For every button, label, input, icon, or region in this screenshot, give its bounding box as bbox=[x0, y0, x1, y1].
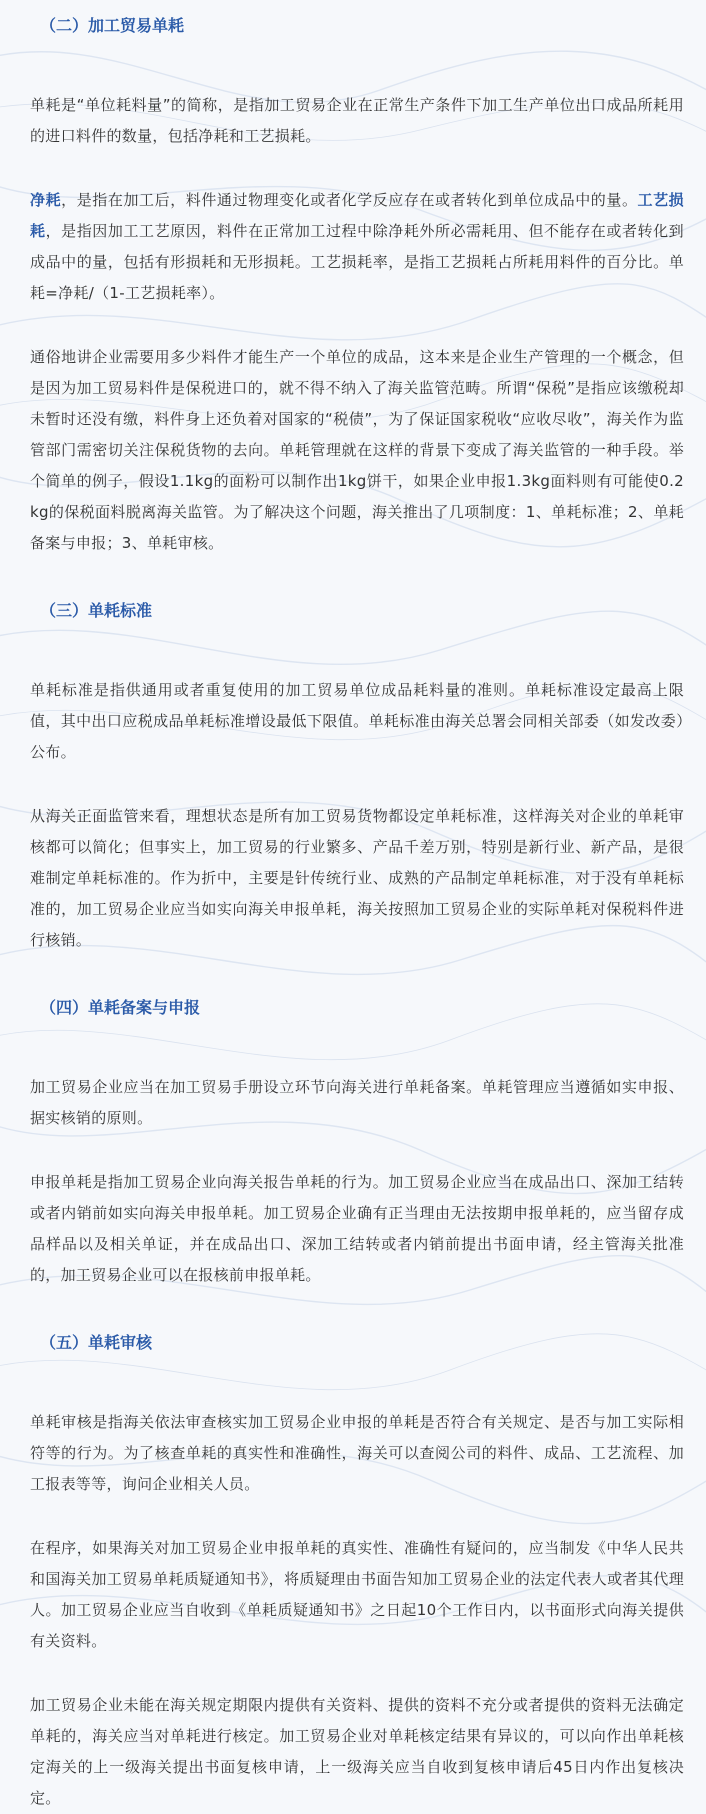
paragraph: 单耗标准是指供通用或者重复使用的加工贸易单位成品耗料量的准则。单耗标准设定最高上限值，其中出口应税成品单耗标准增设最低下限值。单耗标准由海关总署会同相关部委（如发改委）公布。 bbox=[30, 681, 684, 761]
paragraph: 从海关正面监管来看，理想状态是所有加工贸易货物都设定单耗标准，这样海关对企业的单耗审核都可以简化；但事实上，加工贸易的行业繁多、产品千差万别，特别是新行业、新产品，是很难制定单耗标准的。作为折中，主要是针传统行业、成熟的产品制定单耗标准，对于没有单耗标准的，加工贸易企业应当如实向海关申报单耗，海关按照加工贸易企业的实际单耗对保税料件进行核销。 bbox=[30, 807, 684, 949]
section-heading: （三）单耗标准 bbox=[40, 601, 153, 620]
paragraph-with-terms bbox=[30, 185, 684, 309]
paragraph: 在程序，如果海关对加工贸易企业申报单耗的真实性、准确性有疑问的，应当制发《中华人民共和国海关加工贸易单耗质疑通知书》，将质疑理由书面告知加工贸易企业的法定代表人或者其代理人。加工贸易企业应当自收到《单耗质疑通知书》之日起10个工作日内，以书面形式向海关提供有关资料。 bbox=[30, 1539, 684, 1650]
term-definition: ，是指因加工工艺原因，料件在正常加工过程中除净耗外所必需耗用、但不能存在或者转化到成品中的量，包括有形损耗和无形损耗。工艺损耗率，是指工艺损耗占所耗用料件的百分比。单耗=净耗/（1-工艺损耗率）。 bbox=[30, 222, 684, 302]
section-heading: （二）加工贸易单耗 bbox=[40, 16, 185, 35]
highlight-term: 净耗 bbox=[30, 191, 62, 209]
paragraph: 通俗地讲企业需要用多少料件才能生产一个单位的成品，这本来是企业生产管理的一个概念，但是因为加工贸易料件是保税进口的，就不得不纳入了海关监管范畴。所谓“保税”是指应该缴税却未暂时还没有缴，料件身上还负着对国家的“税债”，为了保证国家税收“应收尽收”，海关作为监管部门需密切关注保税货物的去向。单耗管理就在这样的背景下变成了海关监管的一种手段。举个简单的例子，假设1.1kg的面粉可以制作出1kg饼干，如果企业申报1.3kg面料则有可能使0.2kg的保税面料脱离海关监管。为了解决这个问题，海关推出了几项制度：1、单耗标准；2、单耗备案与申报；3、单耗审核。 bbox=[30, 348, 684, 552]
paragraph: 加工贸易企业应当在加工贸易手册设立环节向海关进行单耗备案。单耗管理应当遵循如实申报、据实核销的原则。 bbox=[30, 1078, 684, 1127]
paragraph: 申报单耗是指加工贸易企业向海关报告单耗的行为。加工贸易企业应当在成品出口、深加工结转或者内销前如实向海关申报单耗。加工贸易企业确有正当理由无法按期申报单耗的，应当留存成品样品以及相关单证，并在成品出口、深加工结转或者内销前提出书面申请，经主管海关批准的，加工贸易企业可以在报核前申报单耗。 bbox=[30, 1173, 684, 1284]
term-definition: ，是指在加工后，料件通过物理变化或者化学反应存在或者转化到单位成品中的量。 bbox=[61, 191, 638, 209]
highlight-term: 工艺损耗 bbox=[30, 191, 684, 240]
paragraph: 单耗审核是指海关依法审查核实加工贸易企业申报的单耗是否符合有关规定、是否与加工实际相符等的行为。为了核查单耗的真实性和准确性，海关可以查阅公司的料件、成品、工艺流程、加工报表等等，询问企业相关人员。 bbox=[30, 1413, 684, 1493]
section-heading: （五）单耗审核 bbox=[40, 1333, 153, 1352]
paragraph: 加工贸易企业未能在海关规定期限内提供有关资料、提供的资料不充分或者提供的资料无法确定单耗的，海关应当对单耗进行核定。加工贸易企业对单耗核定结果有异议的，可以向作出单耗核定海关的上一级海关提出书面复核申请，上一级海关应当自收到复核申请后45日内作出复核决定。 bbox=[30, 1696, 684, 1807]
paragraph: 单耗是“单位耗料量”的简称，是指加工贸易企业在正常生产条件下加工生产单位出口成品所耗用的进口料件的数量，包括净耗和工艺损耗。 bbox=[30, 96, 684, 145]
section-heading: （四）单耗备案与申报 bbox=[40, 998, 201, 1017]
